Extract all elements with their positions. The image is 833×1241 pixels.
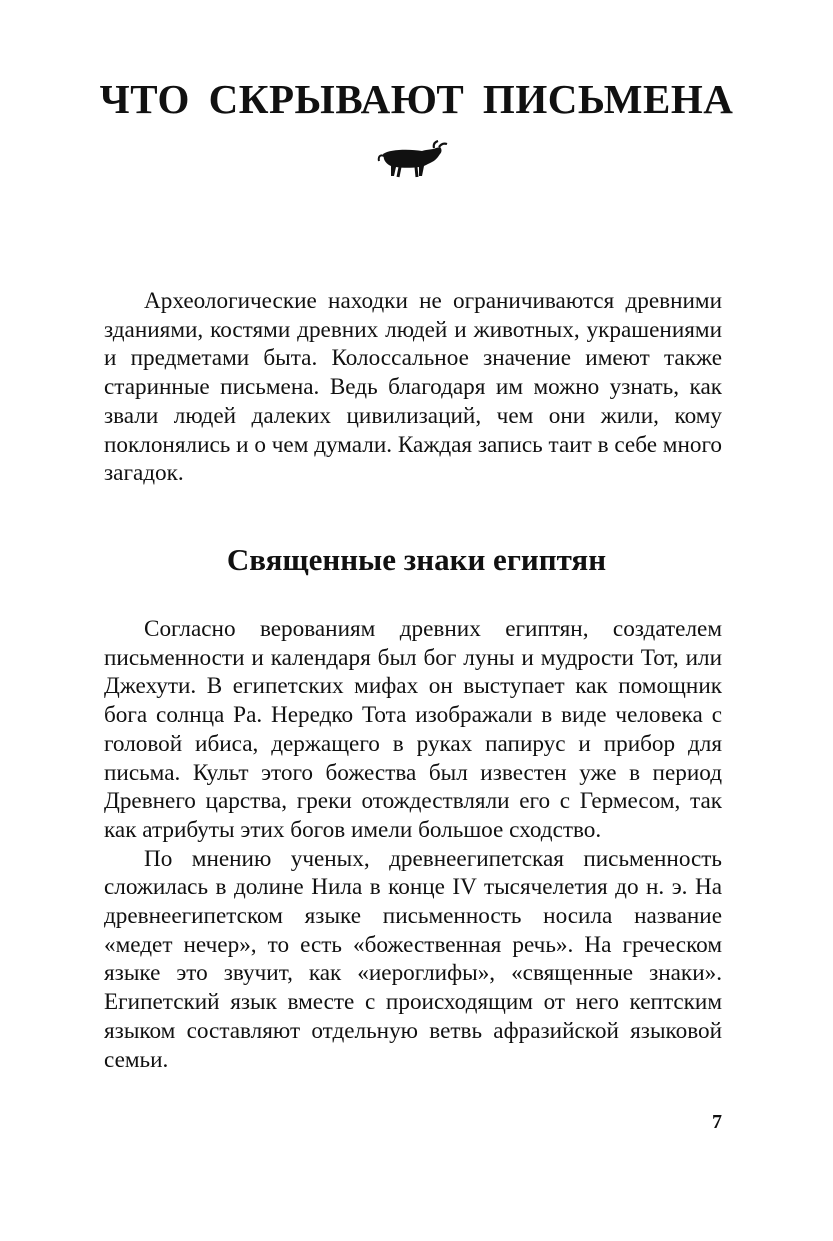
page-number: 7 (712, 1111, 722, 1133)
section-body (104, 615, 722, 1074)
chapter-title: ЧТО СКРЫВАЮТ ПИСЬМЕНА (99, 76, 734, 122)
section-paragraph: По мнению ученых, древнеегипетская письменность сложилась в долине Нила в конце IV тысячелетия до н. э. На древнеегипетском языке письменность носила название «медет нечер», то есть «божественная речь». На греческом языке это звучит, как «иероглифы», «священные знаки». Египетский язык вместе с происходящим от него кептским языком составляют отдельную ветвь афразийской языковой семьи. (104, 845, 722, 1073)
intro-text (104, 287, 722, 488)
section-heading: Священные знаки египтян (226, 542, 607, 577)
bull-icon (376, 140, 448, 182)
intro-paragraph: Археологические находки не ограничиваются древними зданиями, костями древних людей и животных, украшениями и предметами быта. Колоссальное значение имеют также старинные письмена. Ведь благодаря им можно узнать, как звали людей далеких цивилизаций, чем они жили, кому поклонялись и о чем думали. Каждая запись таит в себе много загадок. (104, 288, 722, 487)
section-paragraph: Согласно верованиям древних египтян, создателем письменности и календаря был бог луны и мудрости Тот, или Джехути. В египетских мифах он выступает как помощник бога солнца Ра. Нередко Тота изображали в виде человека с головой ибиса, держащего в руках папирус и прибор для письма. Культ этого божества был известен уже в период Древнего царства, греки отождествляли его с Гермесом, так как атрибуты этих богов имели большое сходство. (104, 616, 722, 843)
